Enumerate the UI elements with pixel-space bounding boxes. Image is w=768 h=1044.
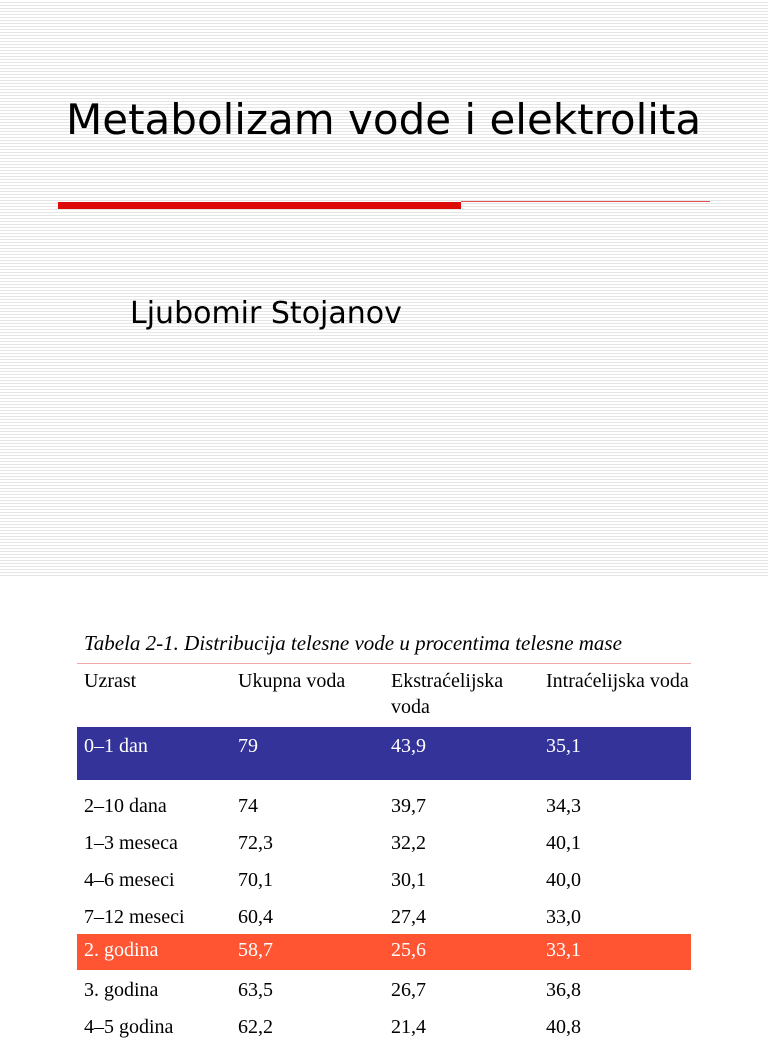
header-cell: Uzrast xyxy=(84,670,137,692)
table-cell: 30,1 xyxy=(391,869,426,891)
table-slide xyxy=(0,576,768,1038)
table-cell: 72,3 xyxy=(238,832,273,854)
header-cell: Intraćelijska voda xyxy=(546,670,689,692)
table-row xyxy=(77,823,691,860)
table-cell: 4–6 meseci xyxy=(84,869,175,891)
table-cell: 32,2 xyxy=(391,832,426,854)
table-cell: 34,3 xyxy=(546,795,581,817)
table-row xyxy=(77,860,691,897)
table-row xyxy=(77,970,691,1007)
table-cell: 27,4 xyxy=(391,906,426,928)
table-cell: 74 xyxy=(238,795,258,817)
header-cell: Ekstraćelijska voda xyxy=(391,670,504,718)
table-cell: 39,7 xyxy=(391,795,426,817)
table-cell: 7–12 meseci xyxy=(84,906,185,928)
header-cell: Ukupna voda xyxy=(238,670,346,692)
table-cell: 2–10 dana xyxy=(84,795,167,817)
table-row-highlighted xyxy=(77,727,691,780)
table-cell: 58,7 xyxy=(238,939,273,961)
table-row xyxy=(77,1007,691,1044)
table-row xyxy=(77,897,691,934)
table-cell: 36,8 xyxy=(546,979,581,1001)
slide-author: Ljubomir Stojanov xyxy=(130,296,402,331)
table-cell: 33,1 xyxy=(546,939,581,961)
table-cell: 40,1 xyxy=(546,832,581,854)
table-cell: 40,8 xyxy=(546,1016,581,1038)
table-cell: 40,0 xyxy=(546,869,581,891)
table-cell: 33,0 xyxy=(546,906,581,928)
title-underline-thin xyxy=(461,201,710,202)
table-cell: 70,1 xyxy=(238,869,273,891)
table-header-row xyxy=(77,664,691,727)
table-cell: 2. godina xyxy=(84,939,159,961)
table-cell: 4–5 godina xyxy=(84,1016,174,1038)
table-cell: 60,4 xyxy=(238,906,273,928)
table-row-highlighted xyxy=(77,934,691,970)
water-distribution-table xyxy=(77,664,691,1044)
table-cell: 26,7 xyxy=(391,979,426,1001)
slide-title: Metabolizam vode i elektrolita xyxy=(66,95,702,144)
table-cell: 3. godina xyxy=(84,979,159,1001)
table-cell: 1–3 meseca xyxy=(84,832,178,854)
table-cell: 63,5 xyxy=(238,979,273,1001)
table-cell: 0–1 dan xyxy=(84,735,148,757)
table-row xyxy=(77,786,691,823)
title-underline-thick xyxy=(58,202,461,209)
table-cell: 43,9 xyxy=(391,735,426,757)
table-cell: 79 xyxy=(238,735,258,757)
table-caption: Tabela 2-1. Distribucija telesne vode u procentima telesne mase xyxy=(84,631,622,655)
table-cell: 35,1 xyxy=(546,735,581,757)
table-cell: 25,6 xyxy=(391,939,426,961)
table-cell: 21,4 xyxy=(391,1016,426,1038)
table-cell: 62,2 xyxy=(238,1016,273,1038)
